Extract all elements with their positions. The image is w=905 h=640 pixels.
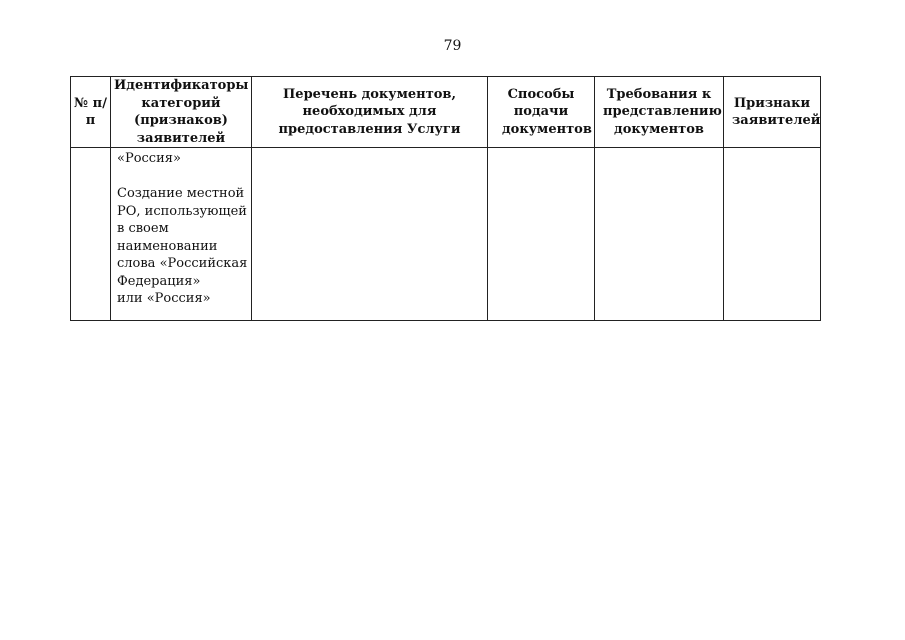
cell-number xyxy=(71,148,111,321)
header-documents: Перечень документов, необходимых для предоставления Услуги xyxy=(252,77,488,148)
cell-signs xyxy=(724,148,821,321)
header-requirements: Требования к представлению документов xyxy=(595,77,724,148)
page-number: 79 xyxy=(443,38,462,54)
identifier-line: Федерация» xyxy=(117,273,201,289)
cell-methods xyxy=(488,148,595,321)
document-table xyxy=(70,76,821,321)
paragraph-gap xyxy=(117,168,248,186)
identifier-line: слова «Российская xyxy=(117,256,248,271)
identifier-line: в своем xyxy=(117,221,169,236)
header-identifiers: Идентификаторы категорий (признаков) заявителей xyxy=(111,77,252,148)
cell-documents xyxy=(252,148,488,321)
table-row xyxy=(71,148,821,321)
identifier-line: «Россия» xyxy=(117,151,181,166)
identifier-line: или «Россия» xyxy=(117,291,211,306)
header-signs: Признаки заявителей xyxy=(724,77,821,148)
table-header-row xyxy=(71,77,821,148)
cell-requirements xyxy=(595,148,724,321)
identifier-line: РО, использующей xyxy=(117,203,247,219)
cell-identifiers xyxy=(111,148,252,321)
identifier-line: Создание местной xyxy=(117,186,245,201)
header-number: № п/п xyxy=(71,77,111,148)
header-methods: Способы подачи документов xyxy=(488,77,595,148)
identifier-line: наименовании xyxy=(117,238,218,254)
